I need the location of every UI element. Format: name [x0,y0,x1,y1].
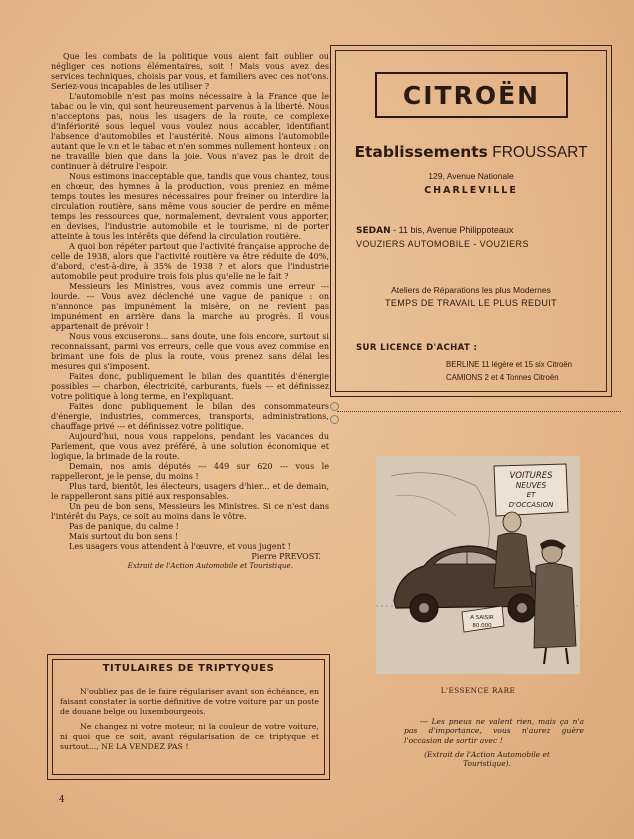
article-paragraph: Mais surtout du bon sens ! [69,532,179,541]
brand-logo-box [375,72,568,118]
citroen-advertisement [330,45,612,397]
sign-line-4: D'OCCASION [508,501,554,509]
cartoon-caption: L'ESSENCE RARE [440,686,516,695]
sedan-city: SEDAN [356,226,391,236]
sign-line-2: NEUVES [515,481,547,490]
triptyques-paragraph: N'oubliez pas de le faire régulariser avant son échéance, en faisant constater la sortie définitive de votre voiture par un poste de douane belge ou luxembourgeois. [60,687,319,716]
advert-inner-frame [335,50,607,392]
triptyques-box [47,654,330,780]
establishment-city: CHARLEVILLE [424,185,518,196]
workshops-line: Ateliers de Réparations les plus Modernes [391,285,551,295]
article-source: Extrait de l'Action Automobile et Touristique. [127,561,293,570]
sign-line-1: VOITURES [509,471,553,481]
cartoon-illustration [376,456,580,674]
section-divider [337,411,621,412]
article-paragraph: Pas de panique, du calme ! [69,522,179,531]
binder-holes [330,402,339,428]
article-paragraph: Messieurs les Ministres, vous avez commis une erreur --- lourde. --- Vous avez déclenché une vague de panique : on n'annonce pas impunément la misère, on ne revient pas impunément en arrière dans la marche au progrès. Il vous appartenait de prévoir ! [51,282,329,331]
repair-time-line: TEMPS DE TRAVAIL LE PLUS REDUIT [384,298,558,308]
tag-line-1: A SAISIR [470,615,494,621]
article-paragraph: Nous estimons inacceptable que, tandis que vous chantez, tous en chœur, des hymnes à la production, vous preniez en même temps toutes les mesures nécessaires pour freiner ou interdire la circulation routière, sans même vous soucier de perdre en même temps les ressources que, normalement, devraient vous apporter, en devises, l'industrie automobile et le tourisme, ni de porter atteinte à tous les intérêts que défend la circulation routière. [51,172,329,241]
article-paragraph: Faites donc, publiquement le bilan des quantités d'énergie possibles --- charbon, électricité, carburants, fuels --- et définissez votre politique à long terme, en l'expliquant. [51,372,329,401]
sign-line-3: ET [526,491,536,499]
article-paragraph: L'automobile n'est pas moins nécessaire à la France que le tabac ou le vin, qui sont heureusement parvenus à la liberté. Nous n'acceptons pas, nous les usagers de la route, ce complexe d'infériorité sous lequel vous voulez nous accabler, identifiant l'absence d'automobiles et l'austérité. Nous aimons l'automobile autant que le v.n et le tabac et n'en sommes nullement honteux : on ne travaille bien que dans la joie. Vous n'avez pas le droit de continuer à détruire l'espoir. [51,92,329,171]
cartoon-quote [404,717,584,745]
article-paragraph: Plus tard, bientôt, les électeurs, usagers d'hier... et de demain, le rappelleront sans pitié aux responsables. [51,482,329,501]
article-signature: Pierre PREVOST. [251,552,321,561]
berline-line: BERLINE 11 légère et 15 six Citroën [446,360,572,369]
cartoon-drawing [376,456,580,674]
triptyques-title: TITULAIRES DE TRIPTYQUES [102,663,275,674]
article-paragraph: Nous vous excuserons... sans doute, une fois encore, surtout si reconnaissant, parmi vos erreurs, celle que vous avez commise en brimant une fois de plus la route, vous prenez sans délai les mesures qui s'imposent. [51,332,329,371]
brand-logo: CITROËN [402,80,541,110]
triptyques-body [60,687,319,752]
sedan-branch [356,225,513,236]
article-paragraph: Faites donc publiquement le bilan des consommateurs d'énergie, industries, commerces, transports, administrations, chauffage privé --- et définissez votre politique. [51,402,329,431]
article-paragraph: Que les combats de la politique vous aient fait oublier ou négliger ces notions élémentaires, soit ! Mais vous avez des services techniques, choisis par vous, et familiers avec ces not'ons. Seriez-vous incapables de les utiliser ? [51,52,329,91]
vouziers-branch: VOUZIERS AUTOMOBILE - VOUZIERS [356,239,529,249]
page-number: 4 [59,795,65,805]
tag-line-2: 80.000 [472,623,492,629]
cartoon-quote-text: --- Les pneus ne valent rien, mais ça n'a pas d'importance, vous n'aurez guère l'occasion de sortir avec ! [404,717,584,745]
sedan-address: - 11 bis, Avenue Philippoteaux [393,225,514,235]
article-column [51,52,329,570]
establishment-prefix: Etablissements [354,143,488,161]
binder-hole-icon [330,402,339,411]
article-paragraph: Demain, nos amis députés --- 449 sur 620 --- vous le rappelleront, je le pense, du moins ! [51,462,329,481]
triptyques-paragraph: Ne changez ni votre moteur, ni la couleur de votre voiture, ni quoi que ce soit, avant régularisation de ce triptyque et surtout..., NE LA VENDEZ PAS ! [60,722,319,751]
cartoon-quote-source: (Extrait de l'Action Automobile et Touristique). [424,750,550,768]
article-paragraph: Un peu de bon sens, Messieurs les Ministres. Si ce n'est dans l'intérêt du Pays, ce soit au moins dans le vôtre. [51,502,329,521]
article-paragraph: A quoi bon répéter partout que l'activité française approche de celle de 1938, alors que l'activité routière va être réduite de 40%, d'abord, c'est-à-dire, à 35% de 1938 ? et alors que l'industrie automobile peut produire trois fois plus qu'elle ne le fait ? [51,242,329,281]
establishment-address: 129, Avenue Nationale [428,171,514,181]
licence-heading: SUR LICENCE D'ACHAT : [356,343,478,353]
establishment-name [336,143,606,162]
camions-line: CAMIONS 2 et 4 Tonnes Citroën [446,373,559,382]
establishment-title: FROUSSART [492,144,588,161]
article-paragraph: Aujourd'hui, nous vous rappelons, pendant les vacances du Parlement, que vous avez préféré, à une solution économique et logique, la brimade de la route. [51,432,329,461]
binder-hole-icon [330,415,339,424]
article-paragraph: Les usagers vous attendent à l'œuvre, et vous jugent ! [69,542,291,551]
